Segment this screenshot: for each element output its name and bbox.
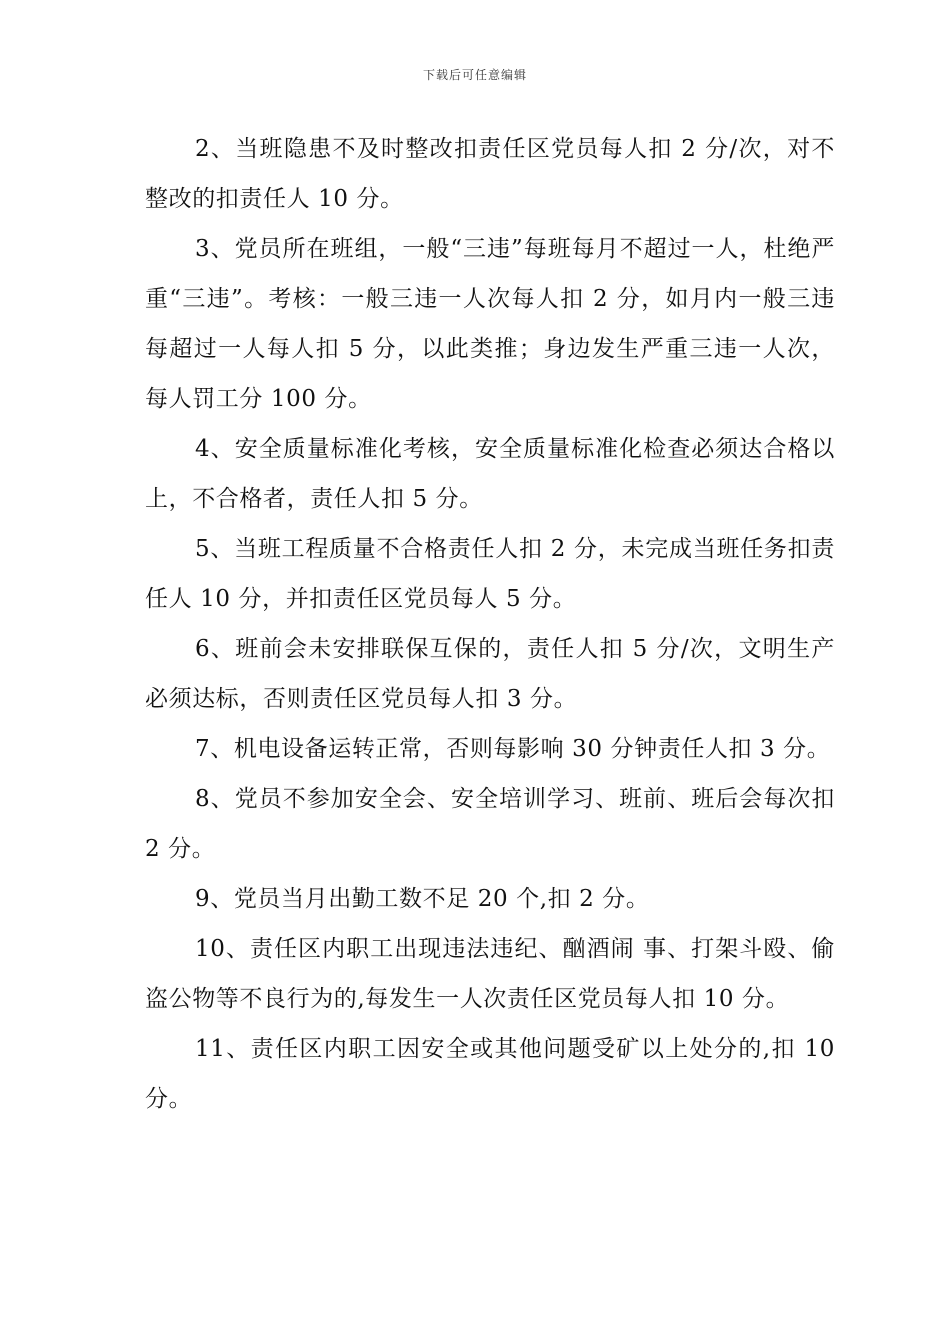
paragraph-item-7: 7、机电设备运转正常，否则每影响 30 分钟责任人扣 3 分。 [195,736,831,762]
paragraph-item-2: 2、当班隐患不及时整改扣责任区党员每人扣 2 分/次，对不整改的扣责任人 10 分。 [145,136,835,212]
paragraph-item-5: 5、当班工程质量不合格责任人扣 2 分，未完成当班任务扣责任人 10 分，并扣责任区党员每人 5 分。 [145,536,835,612]
paragraph-item-3: 3、党员所在班组，一般“三违”每班每月不超过一人，杜绝严重“三违”。考核：一般三违一人次每人扣 2 分，如月内一般三违每超过一人每人扣 5 分，以此类推；身边发生严重三违一人次，每人罚工分 100 分。 [145,236,835,412]
paragraph-item-11: 11、责任区内职工因安全或其他问题受矿以上处分的,扣 10 分。 [145,1036,835,1112]
paragraph-item-8: 8、党员不参加安全会、安全培训学习、班前、班后会每次扣 2 分。 [145,786,835,862]
page-header: 下载后可任意编辑 [422,68,527,82]
paragraph-item-6: 6、班前会未安排联保互保的，责任人扣 5 分/次，文明生产必须达标，否则责任区党员每人扣 3 分。 [145,636,835,712]
paragraph-item-9: 9、党员当月出勤工数不足 20 个,扣 2 分。 [195,886,650,912]
document-body [145,124,835,1124]
paragraph-item-10: 10、责任区内职工出现违法违纪、酗酒闹 事、打架斗殴、偷盗公物等不良行为的,每发生一人次责任区党员每人扣 10 分。 [145,936,835,1012]
paragraph-item-4: 4、安全质量标准化考核，安全质量标准化检查必须达合格以上，不合格者，责任人扣 5 分。 [145,436,835,512]
